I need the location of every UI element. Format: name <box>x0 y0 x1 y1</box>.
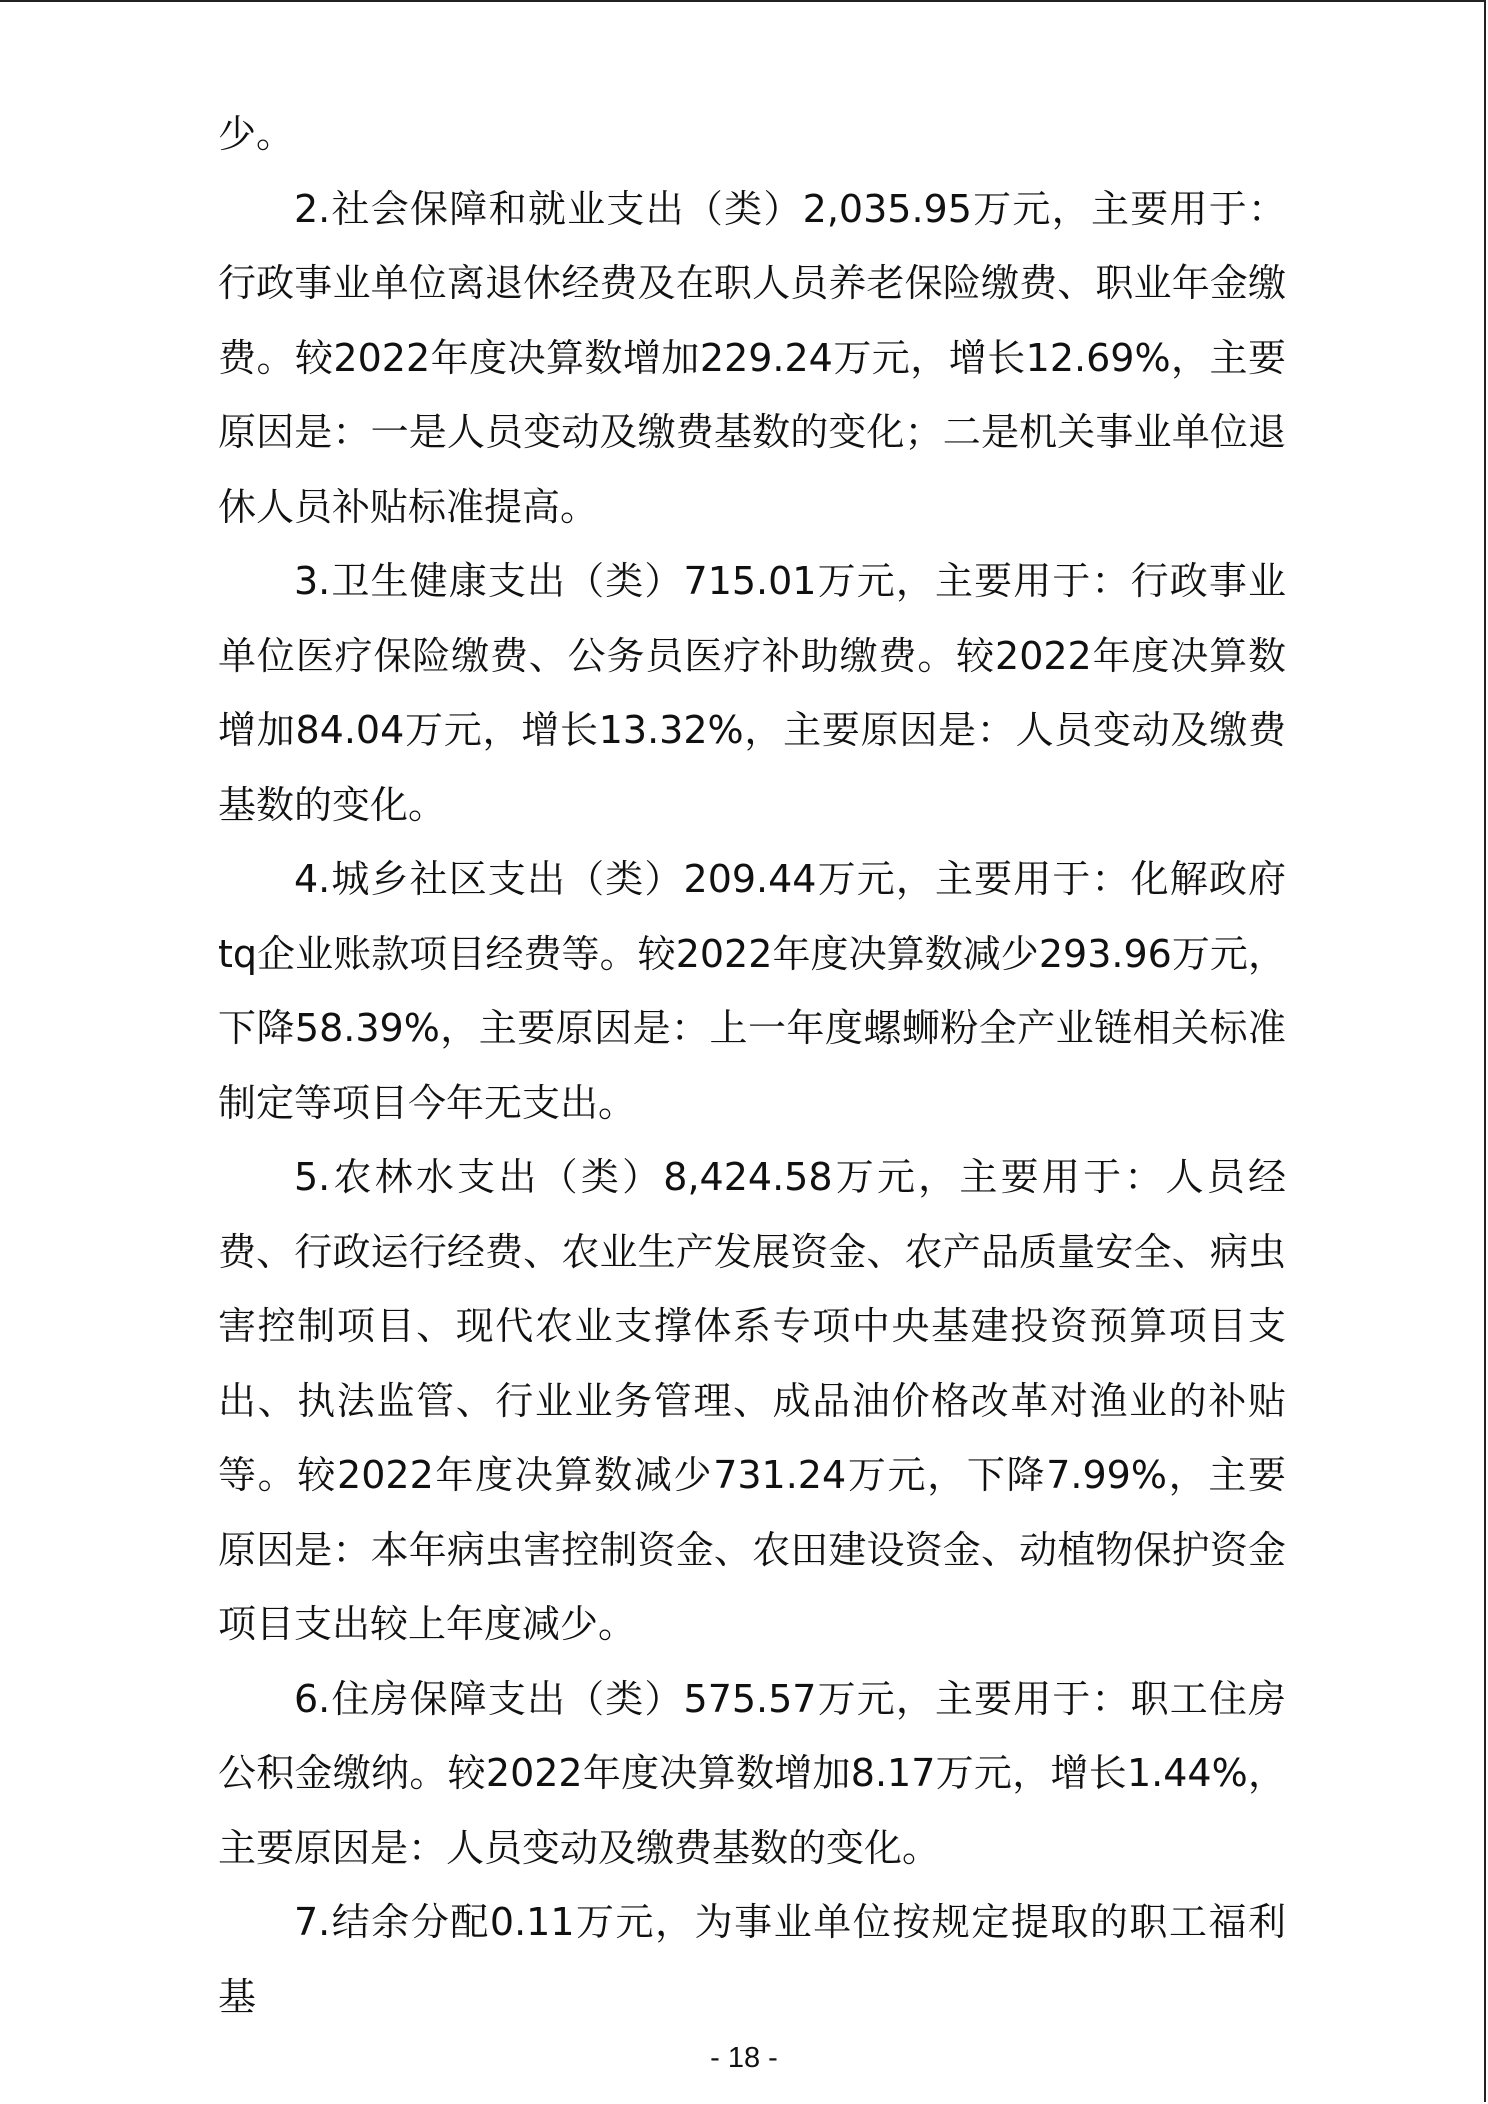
paragraph-urban-rural: 4.城乡社区支出（类）209.44万元，主要用于：化解政府tq企业账款项目经费等。较2022年度决算数减少293.96万元，下降58.39%，主要原因是：上一年度螺蛳粉全产业链相关标准制定等项目今年无支出。 <box>218 857 1286 1125</box>
paragraph-health: 3.卫生健康支出（类）715.01万元，主要用于：行政事业单位医疗保险缴费、公务员医疗补助缴费。较2022年度决算数增加84.04万元，增长13.32%，主要原因是：人员变动及缴费基数的变化。 <box>218 559 1286 827</box>
body-text <box>218 97 1286 2034</box>
paragraph-housing: 6.住房保障支出（类）575.57万元，主要用于：职工住房公积金缴纳。较2022年度决算数增加8.17万元，增长1.44%，主要原因是：人员变动及缴费基数的变化。 <box>218 1676 1286 1870</box>
paragraph-social-security: 2.社会保障和就业支出（类）2,035.95万元，主要用于：行政事业单位离退休经费及在职人员养老保险缴费、职业年金缴费。较2022年度决算数增加229.24万元，增长12.69%，主要原因是：一是人员变动及缴费基数的变化；二是机关事业单位退休人员补贴标准提高。 <box>218 186 1286 529</box>
paragraph-surplus: 7.结余分配0.11万元，为事业单位按规定提取的职工福利基 <box>218 1900 1286 2019</box>
page-number: - 18 - <box>710 2042 778 2074</box>
paragraph-continuation: 少。 <box>218 112 295 156</box>
paragraph-agriculture: 5.农林水支出（类）8,424.58万元，主要用于：人员经费、行政运行经费、农业生产发展资金、农产品质量安全、病虫害控制项目、现代农业支撑体系专项中央基建投资预算项目支出、执法监管、行业业务管理、成品油价格改革对渔业的补贴等。较2022年度决算数减少731.24万元，下降7.99%，主要原因是：本年病虫害控制资金、农田建设资金、动植物保护资金项目支出较上年度减少。 <box>218 1155 1286 1646</box>
